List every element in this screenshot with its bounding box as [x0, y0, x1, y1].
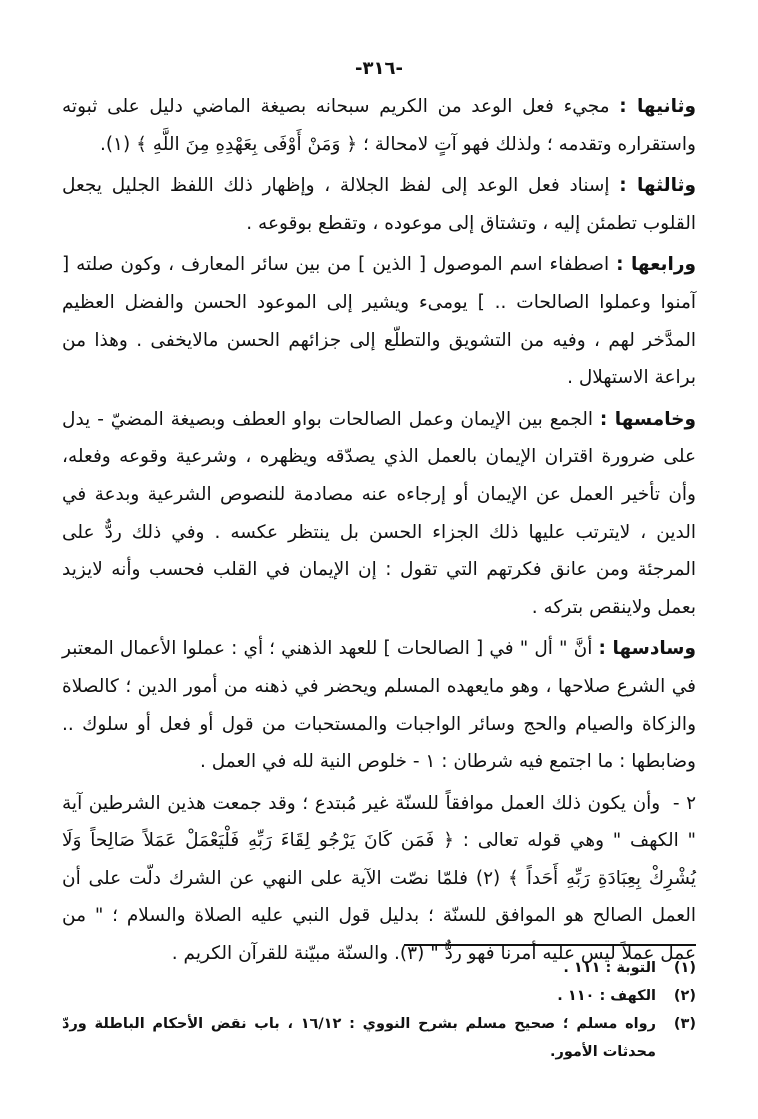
footnote [62, 954, 696, 982]
paragraph-text: وأن يكون ذلك العمل موافقاً للسنّة غير مُبتدع ؛ وقد جمعت هذين الشرطين آية " الكهف " وهي قوله تعالى : ﴿ فَمَن كَانَ يَرْجُو لِقَاءَ رَبِّهِ فَلْيَعْمَلْ عَمَلاً صَالِحاً وَلَا يُشْرِكْ بِعِبَادَةِ رَبِّهِ أَحَداً ﴾ (٢) فلمّا نصّت الآية على النهي عن الشرك دلّت على أن العمل الصالح هو الموافق للسنّة ؛ بدليل قول النبي عليه الصلاة والسلام ؛ " من عمل عملاً ليس عليه أمرنا فهو ردٌّ " (٣). والسنّة مبيّنة للقرآن الكريم . [62, 792, 696, 965]
paragraph-text: إسناد فعل الوعد إلى لفظ الجلالة ، وإظهار ذلك اللفظ الجليل يجعل القلوب تطمئن إليه ، وتشتاق إلى موعوده ، وتقطع بوقوعه . [62, 175, 696, 234]
paragraph-lead: وخامسها : [599, 408, 696, 430]
footnote [62, 982, 696, 1010]
paragraph-fifth-point [62, 401, 696, 627]
footnote-text: رواه مسلم ؛ صحيح مسلم بشرح النووي : ١٦/١٢ ، باب نقض الأحكام الباطلة وردّ محدثات الأمور. [62, 1016, 656, 1060]
paragraph-text: الجمع بين الإيمان وعمل الصالحات بواو العطف وبصيغة المضيّ - يدل على ضرورة اقتران الإيمان بالعمل الذي يصدّقه ويظهره ، وشرعية وقوعه وفعله، وأن تأخير العمل عن الإيمان أو إرجاءه عنه مصادمة للنصوص الشرعية وبدعة في الدين ، لايترتب عليها ذلك الجزاء الحسن بل ينتظر عكسه . وفي ذلك ردٌّ على المرجئة ومن عانق فكرتهم التي تقول : إن الإيمان في القلب فحسب وأنه لايزيد بعمل ولاينقص بتركه . [62, 408, 696, 618]
paragraph-lead: وسادسها : [598, 638, 696, 660]
paragraph-text: اصطفاء اسم الموصول [ الذين ] من بين سائر المعارف ، وكون صلته [ آمنوا وعملوا الصالحات .. ] يومىء ويشير إلى الموعود الحسن والفضل العظيم المدَّخر لهم ، وفيه من التشويق والتطلّع إلى جزائهم الحسن مالايخفى . وهذا من براعة الاستهلال . [62, 254, 696, 389]
paragraph-third-point [62, 167, 696, 242]
paragraph-text: مجيء فعل الوعد من الكريم سبحانه بصيغة الماضي دليل على ثبوته واستقراره وتقدمه ؛ ولذلك فهو آتٍ لامحالة ؛ ﴿ وَمَنْ أَوْفَى بِعَهْدِهِ مِنَ اللَّهِ ﴾ (١). [62, 96, 696, 155]
footnote-text: التوبة : ١١١ . [563, 960, 656, 976]
paragraph-lead: ٢ - [672, 792, 696, 814]
footnote-number: (٣) [673, 1016, 696, 1032]
footnote-text: الكهف : ١١٠ . [557, 988, 656, 1004]
paragraph-text: أنَّ " أل " في [ الصالحات ] للعهد الذهني ؛ أي : عملوا الأعمال المعتبر في الشرع صلاحها ، وهو مايعهده المسلم ويحضر في ذهنه من أمور الدين ؛ كالصلاة والزكاة والصيام والحج وسائر الواجبات والمستحبات من قول أو فعل أو سلوك .. وضابطها : ما اجتمع فيه شرطان : ١ - خلوص النية لله في العمل . [62, 638, 696, 773]
footnote [62, 1010, 696, 1066]
paragraph-lead: وثانيها : [619, 96, 696, 117]
page-number: -٣١٦- [355, 58, 403, 79]
main-body [62, 88, 696, 977]
paragraph-lead: وثالثها : [619, 175, 696, 197]
paragraph-fourth-point [62, 246, 696, 396]
paragraph-lead: ورابعها : [616, 254, 696, 276]
footnote-number: (١) [673, 960, 696, 976]
paragraph-sixth-point [62, 630, 696, 780]
footnote-number: (٢) [673, 988, 696, 1004]
footnotes [62, 954, 696, 1066]
paragraph-second-point [62, 88, 696, 163]
footnote-divider [404, 944, 696, 946]
